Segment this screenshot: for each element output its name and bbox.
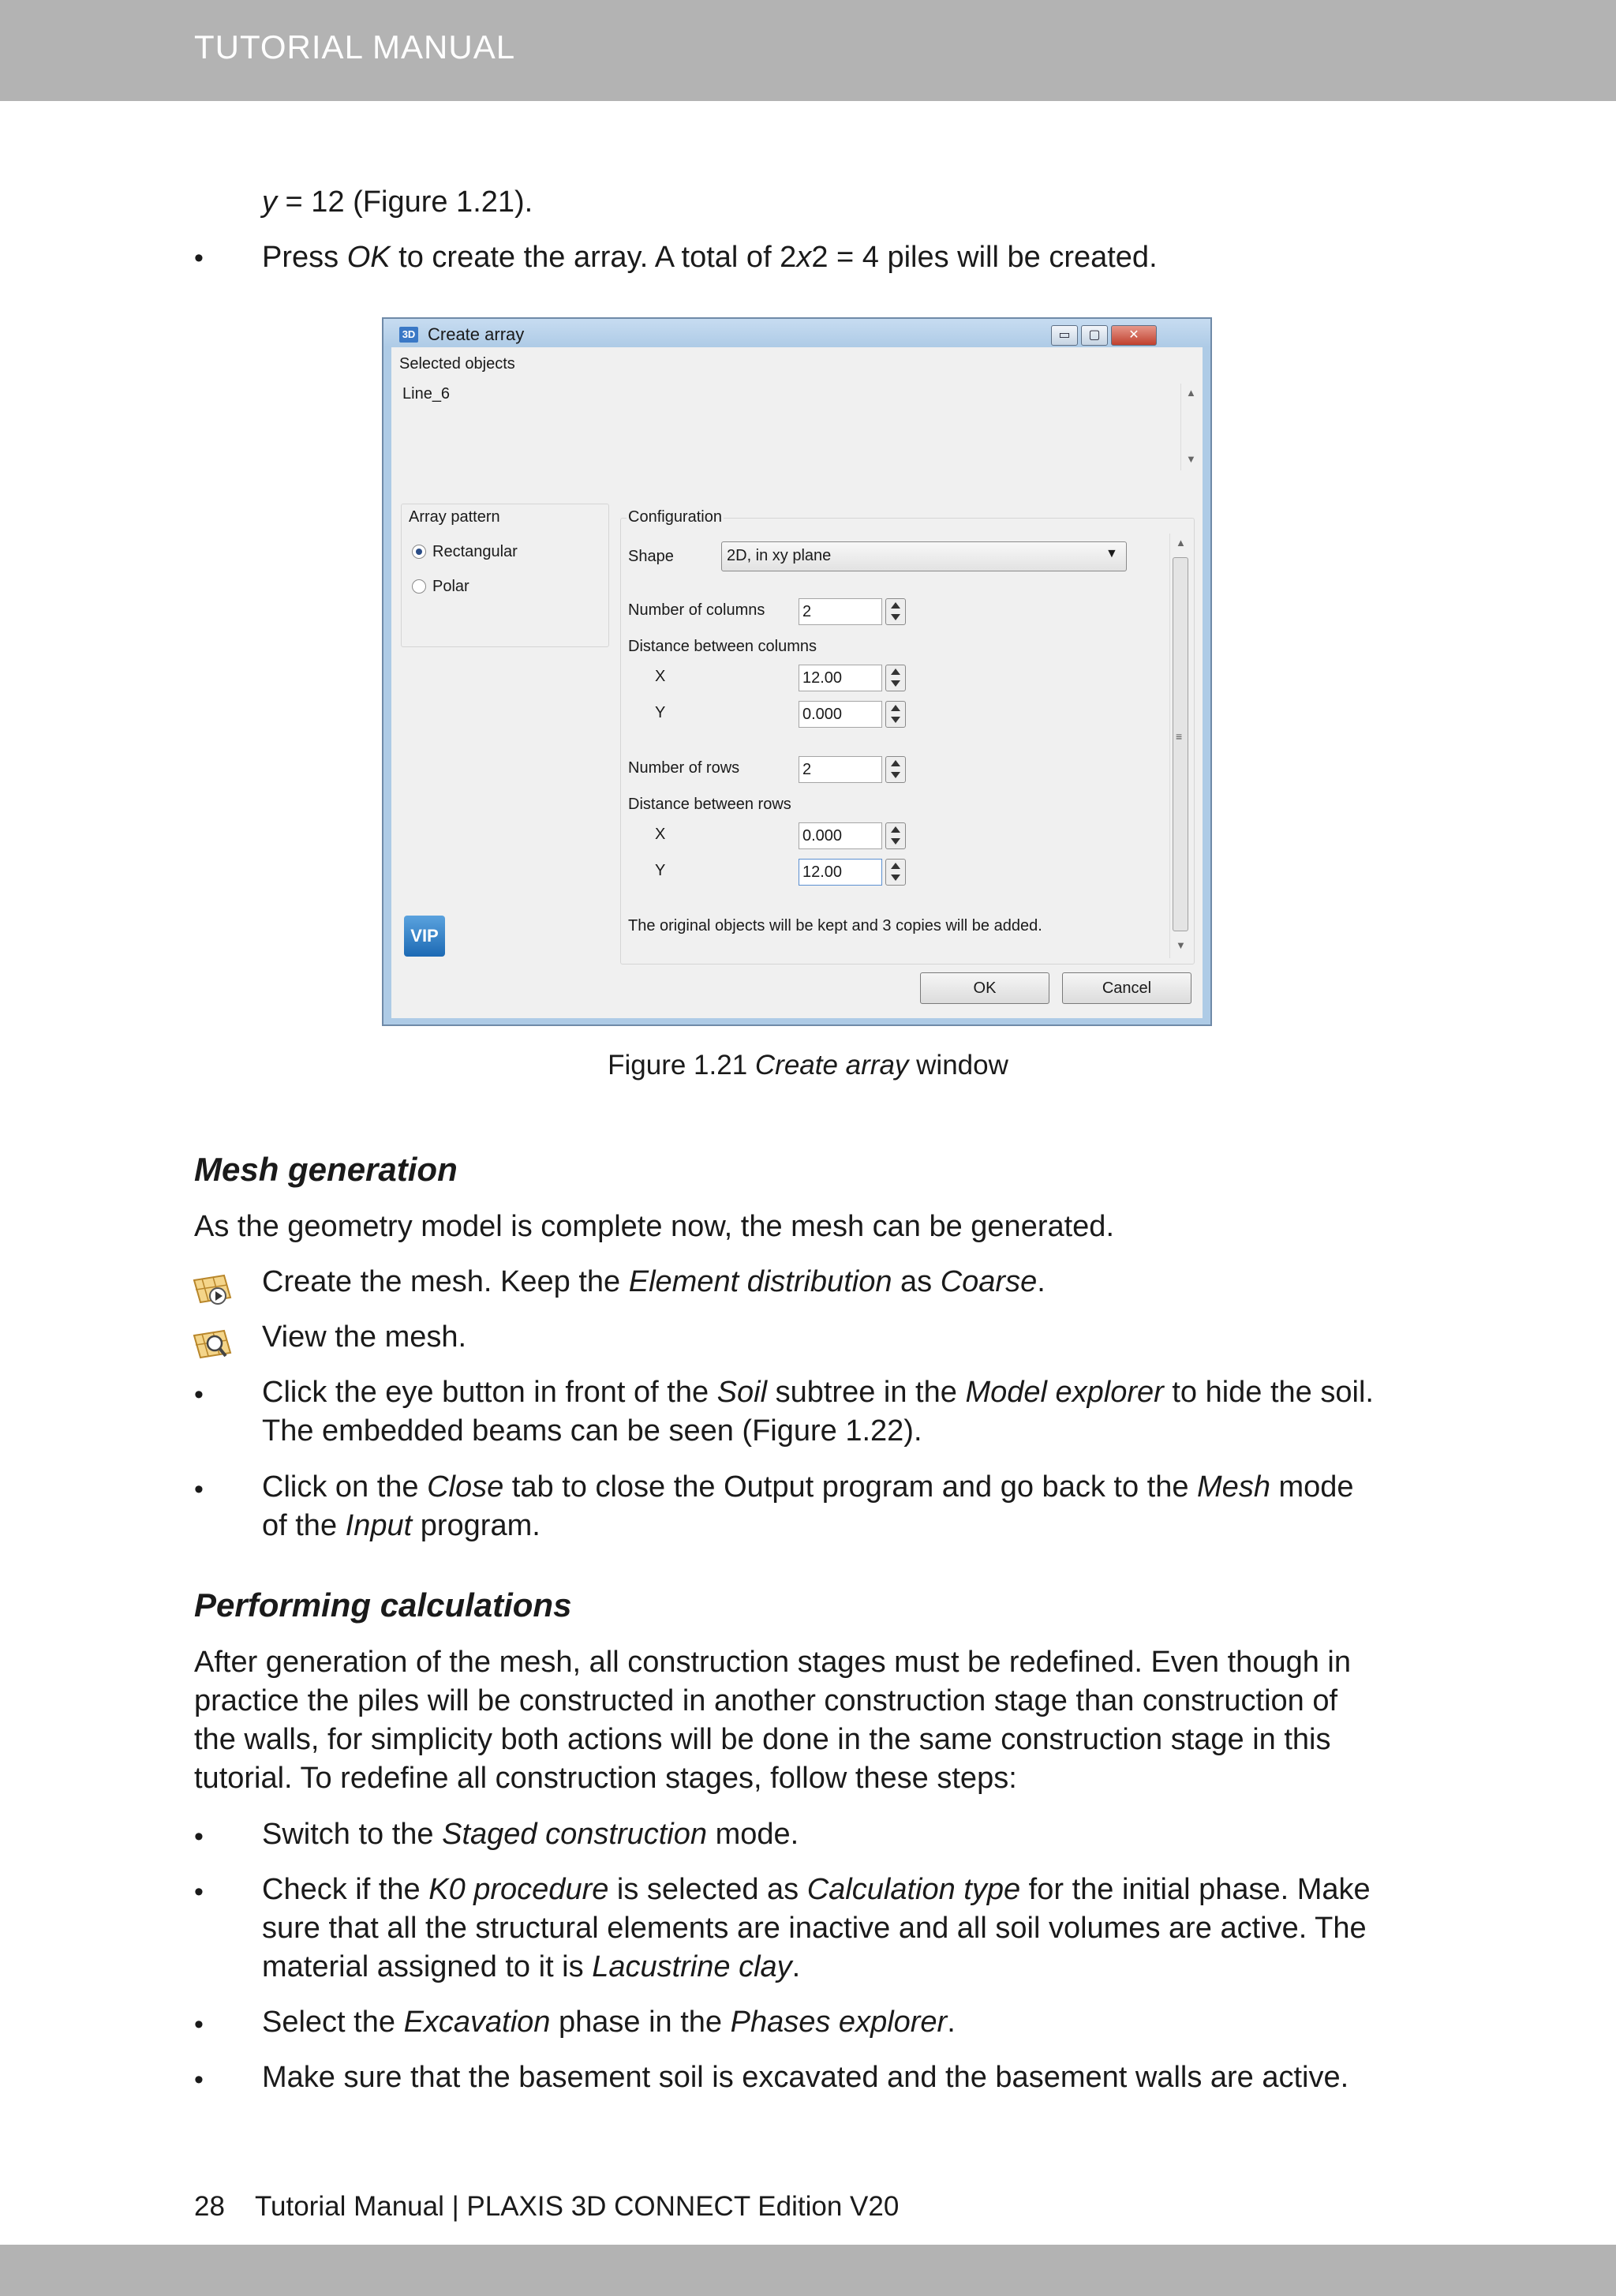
row-y-input[interactable]: 12.00	[799, 859, 882, 886]
text-italic: Staged construction	[442, 1818, 708, 1851]
text: .	[1037, 1265, 1046, 1298]
caption-prefix: Figure 1.21	[608, 1050, 755, 1081]
columns-spinner[interactable]	[885, 598, 906, 625]
press-ok-line	[262, 238, 1158, 277]
polar-radio[interactable]	[412, 579, 426, 594]
distance-columns-label: Distance between columns	[628, 638, 817, 655]
text: Create the mesh. Keep the	[262, 1265, 629, 1298]
text-italic: Close	[427, 1470, 504, 1504]
close-line	[262, 1468, 1354, 1507]
switch-line	[262, 1815, 799, 1854]
intro-line	[262, 183, 533, 222]
columns-label: Number of columns	[628, 601, 765, 619]
text: is selected as	[608, 1873, 807, 1906]
view-mesh-line: View the mesh.	[262, 1320, 467, 1354]
text: .	[791, 1950, 801, 1983]
text-italic: Coarse	[940, 1265, 1038, 1298]
col-y-input[interactable]: 0.000	[799, 701, 882, 728]
caption-suffix: window	[908, 1050, 1008, 1081]
text-italic: x	[796, 241, 812, 274]
bullet: •	[194, 2009, 204, 2039]
col-x-spinner[interactable]	[885, 665, 906, 691]
text: Check if the	[262, 1873, 429, 1906]
check-line-2: sure that all the structural elements are inactive and all soil volumes are active. The	[262, 1912, 1367, 1945]
calc-para-line: tutorial. To redefine all construction stages, follow these steps:	[194, 1762, 1017, 1795]
info-text: The original objects will be kept and 3 copies will be added.	[628, 917, 1042, 935]
configuration-label: Configuration	[628, 508, 722, 526]
close-icon[interactable]: ✕	[1111, 325, 1157, 346]
text-italic: Calculation type	[806, 1873, 1021, 1906]
page-footer-bar	[0, 2245, 1616, 2296]
selected-objects-label: Selected objects	[399, 355, 515, 373]
shape-dropdown[interactable]	[721, 541, 1127, 571]
check-line-3	[262, 1948, 800, 1987]
create-mesh-line	[262, 1263, 1046, 1302]
intro-var: y	[262, 185, 277, 219]
array-pattern-label: Array pattern	[406, 508, 503, 526]
text: subtree in the	[767, 1376, 966, 1409]
select-line	[262, 2003, 956, 2042]
close-line-2	[262, 1507, 541, 1545]
header-title: TUTORIAL MANUAL	[194, 28, 516, 66]
text: Press	[262, 241, 347, 274]
ok-button[interactable]: OK	[920, 972, 1049, 1004]
distance-rows-label: Distance between rows	[628, 796, 791, 813]
scroll-up-icon[interactable]: ▲	[1186, 387, 1196, 399]
calc-para-line: the walls, for simplicity both actions will be done in the same construction stage in this	[194, 1723, 1331, 1756]
text: Select the	[262, 2006, 404, 2039]
polar-label: Polar	[432, 578, 469, 595]
vip-icon[interactable]: VIP	[404, 916, 445, 957]
text: to hide the soil.	[1163, 1376, 1374, 1409]
maximize-icon[interactable]: ▢	[1081, 325, 1108, 346]
footer-title: Tutorial Manual | PLAXIS 3D CONNECT Edition V20	[254, 2191, 900, 2222]
cancel-button[interactable]: Cancel	[1062, 972, 1191, 1004]
text-italic: Element distribution	[628, 1265, 892, 1298]
make-sure-line: Make sure that the basement soil is excavated and the basement walls are active.	[262, 2061, 1349, 2094]
text-italic: Soil	[716, 1376, 768, 1409]
chevron-down-icon: ▼	[1105, 547, 1118, 560]
create-array-dialog	[382, 317, 1212, 1026]
page-number: 28	[194, 2191, 225, 2222]
minimize-icon[interactable]: ▭	[1051, 325, 1078, 346]
bullet: •	[194, 2065, 204, 2095]
bullet: •	[194, 1877, 204, 1907]
dialog-body	[391, 347, 1203, 1018]
bullet: •	[194, 1380, 204, 1410]
text: .	[947, 2006, 956, 2039]
eye-line-2: The embedded beams can be seen (Figure 1.22).	[262, 1414, 922, 1448]
figure-caption	[0, 1050, 1616, 1081]
columns-input[interactable]: 2	[799, 598, 882, 625]
scroll-thumb[interactable]	[1173, 557, 1188, 931]
text: mode.	[707, 1818, 799, 1851]
text: tab to close the Output program and go back to the	[503, 1470, 1198, 1504]
row-x-label: X	[655, 826, 666, 843]
text-italic: K0 procedure	[428, 1873, 609, 1906]
col-y-label: Y	[655, 704, 666, 721]
caption-italic: Create array	[754, 1050, 909, 1081]
row-y-spinner[interactable]	[885, 859, 906, 886]
calc-para-line: After generation of the mesh, all construction stages must be redefined. Even though in	[194, 1646, 1351, 1679]
text: mode	[1270, 1470, 1354, 1504]
rectangular-label: Rectangular	[432, 543, 518, 560]
text-italic: Mesh	[1197, 1470, 1270, 1504]
shape-value: 2D, in xy plane	[727, 547, 832, 564]
text-italic: Model explorer	[965, 1376, 1164, 1409]
calc-para-line: practice the piles will be constructed in another construction stage than construction of	[194, 1684, 1338, 1717]
text-italic: Input	[345, 1509, 413, 1542]
selected-objects-scrollbar[interactable]	[1180, 384, 1200, 470]
text-italic: Phases explorer	[730, 2006, 948, 2039]
text: to create the array. A total of 2	[390, 241, 797, 274]
shape-label: Shape	[628, 548, 674, 565]
bullet: •	[194, 243, 204, 273]
text: Click the eye button in front of the	[262, 1376, 717, 1409]
row-x-input[interactable]: 0.000	[799, 822, 882, 849]
scroll-down-icon[interactable]: ▼	[1186, 453, 1196, 465]
rows-label: Number of rows	[628, 759, 740, 777]
configuration-group	[620, 518, 1195, 964]
scroll-down-icon[interactable]: ▼	[1176, 939, 1186, 951]
text-italic: OK	[346, 241, 391, 274]
configuration-scrollbar[interactable]	[1169, 534, 1191, 958]
dialog-title: Create array	[428, 324, 525, 344]
eye-line	[262, 1373, 1374, 1412]
mesh-intro: As the geometry model is complete now, the mesh can be generated.	[194, 1210, 1114, 1243]
text-italic: Lacustrine clay	[592, 1950, 792, 1983]
text: phase in the	[550, 2006, 731, 2039]
page-footer	[194, 2191, 899, 2223]
text: Click on the	[262, 1470, 428, 1504]
mesh-heading: Mesh generation	[194, 1151, 458, 1188]
dialog-title-bar	[383, 319, 1210, 347]
col-x-input[interactable]: 12.00	[799, 665, 882, 691]
check-line	[262, 1871, 1371, 1909]
intro-rest: = 12 (Figure 1.21).	[277, 185, 533, 219]
text: Switch to the	[262, 1818, 443, 1851]
col-x-label: X	[655, 668, 666, 685]
text: 2 = 4 piles will be created.	[811, 241, 1158, 274]
text: for the initial phase. Make	[1020, 1873, 1371, 1906]
rows-input[interactable]: 2	[799, 756, 882, 783]
app-3d-icon: 3D	[399, 327, 418, 343]
text-italic: Excavation	[403, 2006, 551, 2039]
bullet: •	[194, 1474, 204, 1504]
text: of the	[262, 1509, 346, 1542]
bullet: •	[194, 1822, 204, 1852]
text: program.	[412, 1509, 541, 1542]
calc-heading: Performing calculations	[194, 1586, 572, 1624]
scroll-up-icon[interactable]: ▲	[1176, 537, 1186, 549]
page-header-bar	[0, 0, 1616, 101]
col-y-spinner[interactable]	[885, 701, 906, 728]
selected-object-item[interactable]: Line_6	[402, 385, 451, 403]
text: as	[892, 1265, 941, 1298]
text: material assigned to it is	[262, 1950, 593, 1983]
row-x-spinner[interactable]	[885, 822, 906, 849]
generate-mesh-icon	[193, 1274, 234, 1305]
view-mesh-icon	[193, 1329, 234, 1361]
rows-spinner[interactable]	[885, 756, 906, 783]
scroll-grip-icon: ≡	[1176, 730, 1183, 743]
rectangular-radio[interactable]	[412, 545, 426, 559]
row-y-label: Y	[655, 862, 666, 879]
